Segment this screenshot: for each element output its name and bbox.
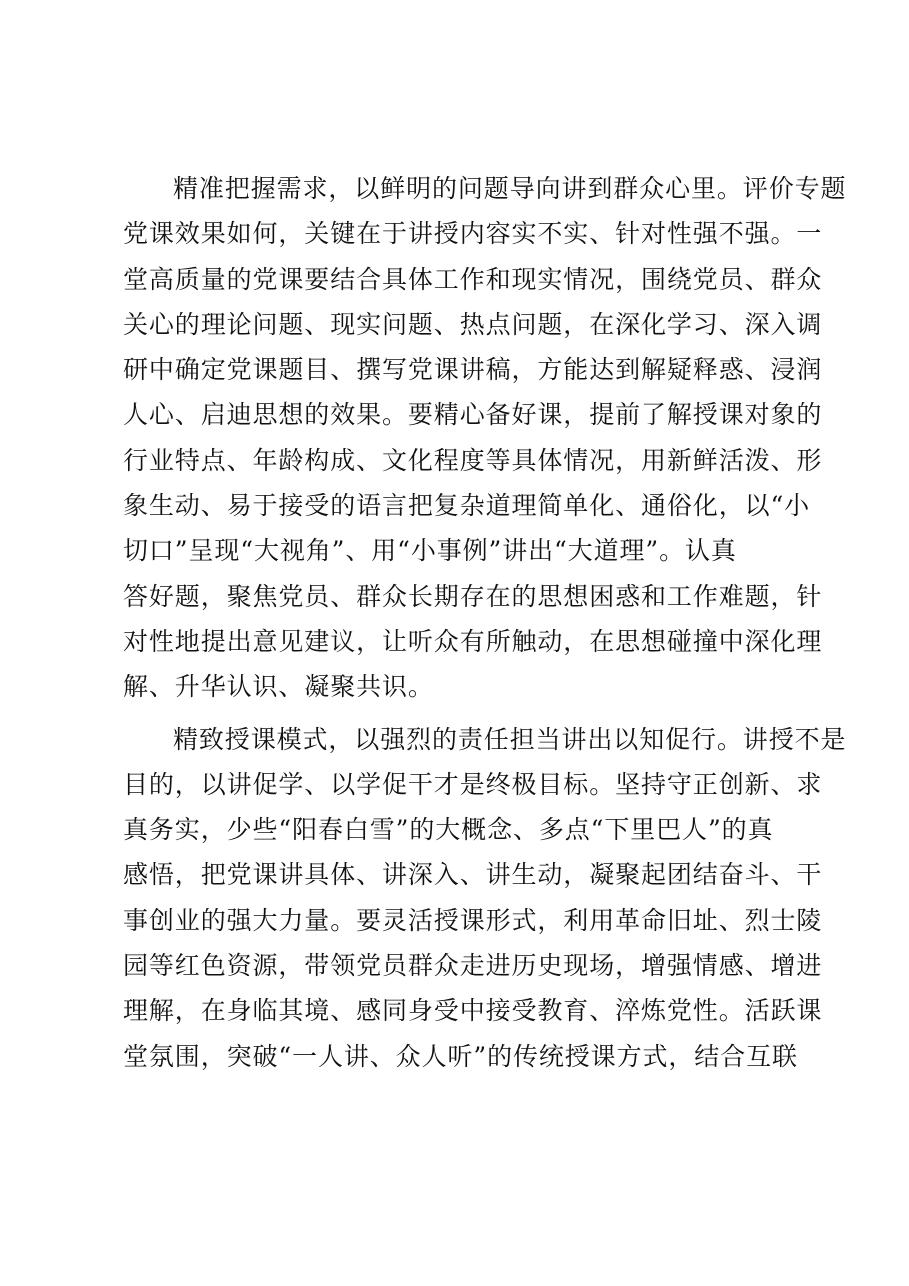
text-line: 研中确定党课题目、撰写党课讲稿，方能达到解疑释惑、浸润 (123, 355, 823, 385)
text-line: 象生动、易于接受的语言把复杂道理简单化、通俗化，以“小 (123, 491, 811, 521)
text-line: 理解，在身临其境、感同身受中接受教育、淬炼党性。活跃课 (123, 996, 823, 1026)
text-line: 人心、启迪思想的效果。要精心备好课，提前了解授课对象的 (123, 400, 823, 430)
text-line: 目的，以讲促学、以学促干才是终极目标。坚持守正创新、求 (123, 769, 823, 799)
paragraph-spacer (123, 710, 798, 717)
text-line: 真务实，少些“阳春白雪”的大概念、多点“下里巴人”的真 (123, 815, 774, 845)
text-line: 关心的理论问题、现实问题、热点问题，在深化学习、深入调 (123, 309, 823, 339)
text-line: 解、升华认识、凝聚共识。 (123, 672, 434, 702)
text-line: 对性地提出意见建议，让听众有所触动，在思想碰撞中深化理 (123, 626, 823, 656)
text-line: 答好题，聚焦党员、群众长期存在的思想困惑和工作难题，针 (123, 581, 823, 611)
text-line: 精致授课模式，以强烈的责任担当讲出以知促行。讲授不是 (173, 724, 847, 754)
paragraph-1 (123, 166, 847, 710)
text-line: 感悟，把党课讲具体、讲深入、讲生动，凝聚起团结奋斗、干 (123, 860, 823, 890)
text-line: 切口”呈现“大视角”、用“小事例”讲出“大道理”。认真 (123, 536, 737, 566)
document-body (123, 166, 847, 1079)
text-line: 精准把握需求，以鲜明的问题导向讲到群众心里。评价专题 (173, 174, 847, 203)
text-line: 堂高质量的党课要结合具体工作和现实情况，围绕党员、群众 (123, 264, 823, 294)
text-line: 行业特点、年龄构成、文化程度等具体情况，用新鲜活泼、形 (123, 445, 823, 475)
text-line: 园等红色资源，带领党员群众走进历史现场，增强情感、增进 (123, 951, 823, 981)
text-line: 事创业的强大力量。要灵活授课形式，利用革命旧址、烈士陵 (123, 905, 823, 935)
paragraph-2 (123, 717, 847, 1079)
text-line: 堂氛围，突破“一人讲、众人听”的传统授课方式，结合互联 (123, 1041, 798, 1071)
text-line: 党课效果如何，关键在于讲授内容实不实、针对性强不强。一 (123, 219, 823, 249)
